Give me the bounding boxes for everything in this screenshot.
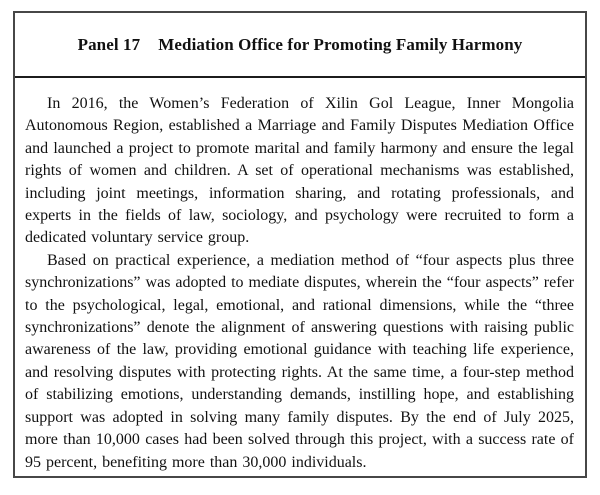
panel-box (13, 11, 587, 478)
panel-body (15, 78, 585, 474)
paragraph-2: Based on practical experience, a mediation method of “four aspects plus three synchronizations” was adopted to mediate disputes, wherein the “four aspects” refer to the psychological, legal, emotional, and rational dimensions, while the “three synchronizations” denote the alignment of answering questions with raising public awareness of the law, providing emotional guidance with teaching life experience, and resolving disputes with protecting rights. At the same time, a four-step method of stabilizing emotions, understanding demands, instilling hope, and establishing support was adopted in solving many family disputes. By the end of July 2025, more than 10,000 cases had been solved through this project, with a success rate of 95 percent, benefiting more than 30,000 individuals. (25, 251, 574, 471)
panel-heading (15, 13, 585, 78)
panel-number-label: Panel 17 (77, 34, 141, 54)
paragraph-1: In 2016, the Women’s Federation of Xilin Gol League, Inner Mongolia Autonomous Region, established a Marriage and Family Disputes Mediation Office and launched a project to promote marital and family harmony and ensure the legal rights of women and children. A set of operational mechanisms was established, including joint meetings, information sharing, and rotating professionals, and experts in the fields of law, sociology, and psychology were recruited to form a dedicated voluntary service group. (25, 95, 574, 247)
panel-title: Mediation Office for Promoting Family Harmony (158, 34, 523, 54)
